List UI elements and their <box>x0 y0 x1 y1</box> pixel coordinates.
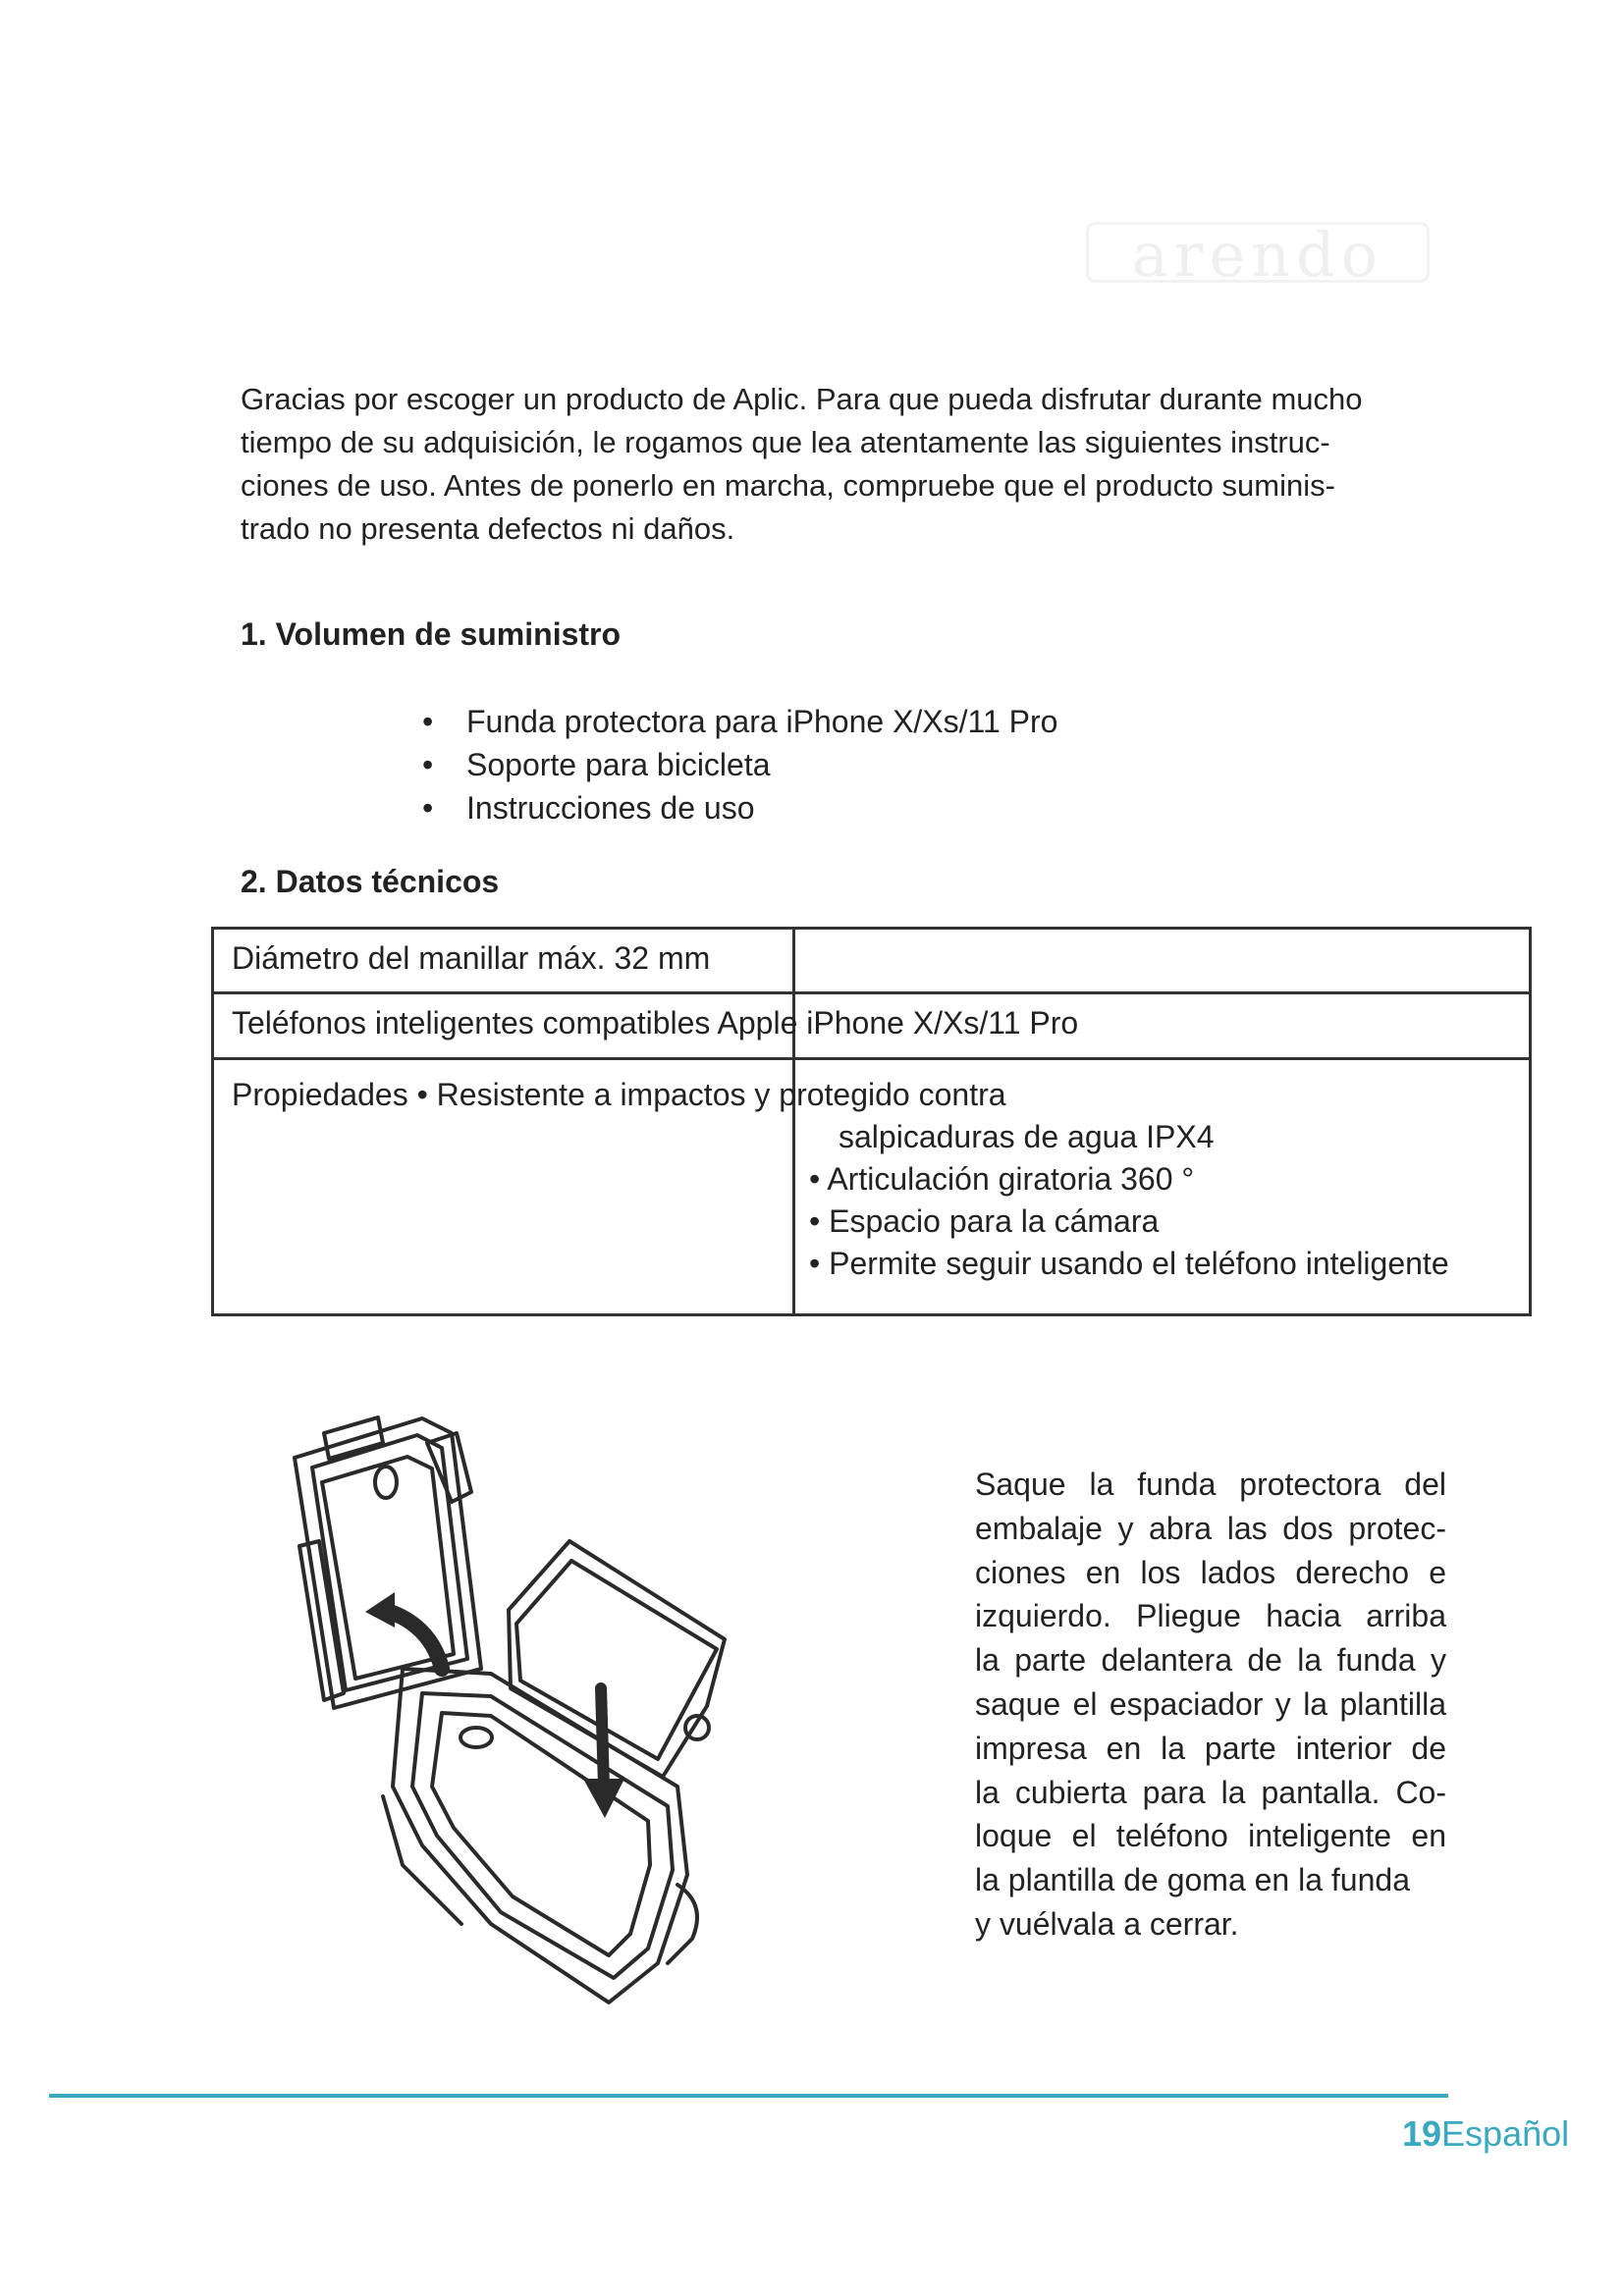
property-line: • Articulación giratoria 360 ° <box>809 1161 1195 1197</box>
instruction-line: la cubierta para la pantalla. Co- <box>975 1774 1446 1810</box>
properties-label: Propiedades • Resistente a impactos y protegido contra <box>232 1077 1006 1112</box>
instruction-line: saque el espaciador y la plantilla <box>975 1685 1446 1722</box>
case-cover-icon <box>295 1417 481 1708</box>
page-footer <box>1402 2113 1569 2155</box>
case-illustration <box>285 1374 918 2042</box>
phone-icon <box>509 1541 725 1777</box>
section-heading-tech-data: 2. Datos técnicos <box>241 864 500 899</box>
table-row <box>213 993 1531 1059</box>
instruction-text <box>975 1463 1446 1947</box>
instruction-line: impresa en la parte interior de <box>975 1730 1446 1766</box>
table-row <box>213 1059 1531 1315</box>
intro-line: tiempo de su adquisición, le rogamos que lea atentamente las siguientes instruc- <box>241 425 1330 459</box>
property-line: salpicaduras de agua IPX4 <box>839 1119 1215 1154</box>
list-item: • Soporte para bicicleta <box>422 743 1057 786</box>
instruction-line: izquierdo. Pliegue hacia arriba <box>975 1598 1446 1634</box>
supply-list <box>422 700 1057 829</box>
instruction-line: Saque la funda protectora del <box>975 1467 1446 1502</box>
property-line: • Permite seguir usando el teléfono inteligente <box>809 1246 1449 1281</box>
brand-logo: arendo <box>1086 222 1430 283</box>
property-line: • Espacio para la cámara <box>809 1203 1160 1239</box>
case-base-icon <box>383 1669 697 2002</box>
list-item: • Instrucciones de uso <box>422 786 1057 829</box>
intro-paragraph <box>241 378 1458 551</box>
instruction-line: la parte delantera de la funda y <box>975 1642 1446 1679</box>
instruction-line: ciones en los lados derecho e <box>975 1554 1446 1590</box>
page-number: 19 <box>1402 2113 1442 2154</box>
table-cell <box>213 929 794 993</box>
footer-divider <box>49 2094 1448 2098</box>
intro-line: trado no presenta defectos ni daños. <box>241 511 735 546</box>
footer-language: Español <box>1441 2113 1570 2154</box>
tech-data-table <box>211 927 1532 1316</box>
instruction-line: la plantilla de goma en la funda <box>975 1862 1410 1898</box>
table-row <box>213 929 1531 993</box>
intro-line: Gracias por escoger un producto de Aplic. Para que pueda disfrutar durante mucho <box>241 382 1363 416</box>
table-cell <box>213 993 1079 1059</box>
instruction-line: loque el teléfono inteligente en <box>975 1818 1446 1854</box>
instruction-line: embalaje y abra las dos protec- <box>975 1510 1446 1546</box>
compatible-phones: Teléfonos inteligentes compatibles Apple iPhone X/Xs/11 Pro <box>232 1005 1079 1041</box>
handlebar-diameter: Diámetro del manillar máx. 32 mm <box>232 940 711 976</box>
instruction-line: y vuélvala a cerrar. <box>975 1905 1239 1942</box>
section-heading-supply: 1. Volumen de suministro <box>241 616 622 652</box>
table-cell <box>794 929 1531 993</box>
intro-line: ciones de uso. Antes de ponerlo en marcha, compruebe que el producto suminis- <box>241 468 1335 503</box>
list-item: • Funda protectora para iPhone X/Xs/11 Pro <box>422 700 1057 743</box>
